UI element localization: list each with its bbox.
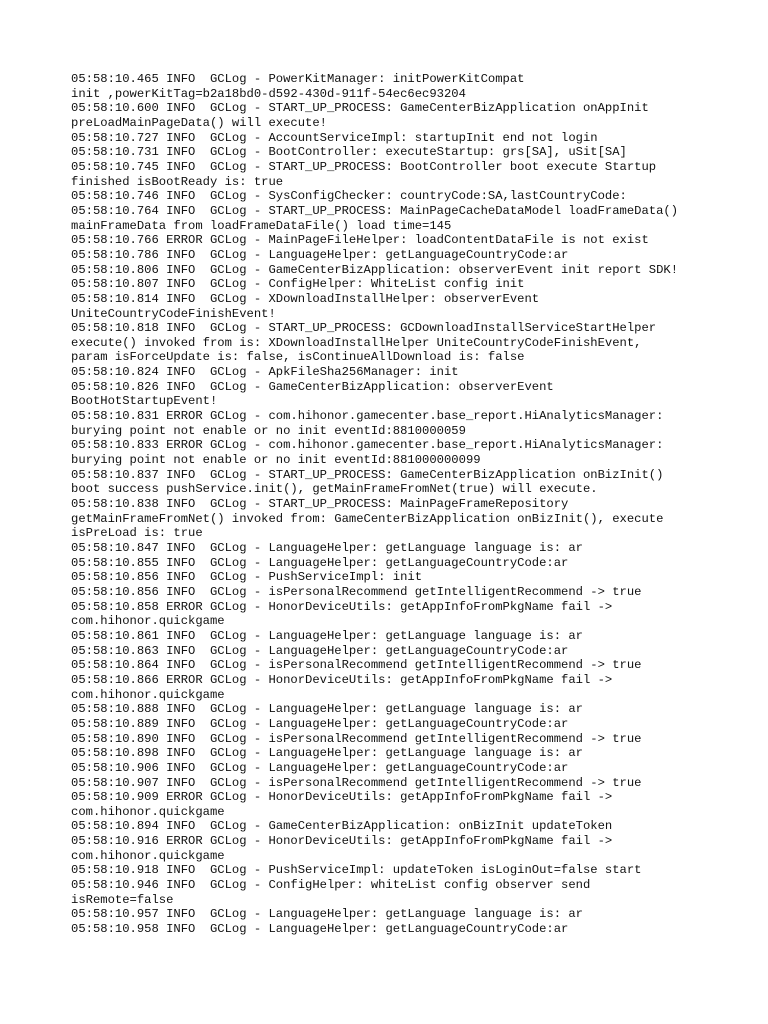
- log-line: 05:58:10.837 INFO GCLog - START_UP_PROCESS: GameCenterBizApplication onBizInit(): [71, 467, 664, 482]
- log-line: 05:58:10.957 INFO GCLog - LanguageHelper: getLanguage language is: ar: [71, 907, 583, 922]
- log-line: 05:58:10.888 INFO GCLog - LanguageHelper: getLanguage language is: ar: [71, 702, 583, 717]
- log-line: burying point not enable or no init eventId:8810000059: [71, 423, 466, 438]
- log-text-block: [71, 72, 711, 937]
- log-line: 05:58:10.958 INFO GCLog - LanguageHelper: getLanguageCountryCode:ar: [71, 922, 569, 937]
- log-line: 05:58:10.745 INFO GCLog - START_UP_PROCESS: BootController boot execute Startup: [71, 159, 657, 174]
- log-line: 05:58:10.826 INFO GCLog - GameCenterBizApplication: observerEvent: [71, 379, 554, 394]
- log-line: 05:58:10.858 ERROR GCLog - HonorDeviceUtils: getAppInfoFromPkgName fail ->: [71, 599, 613, 614]
- log-line: param isForceUpdate is: false, isContinueAllDownload is: false: [71, 350, 525, 365]
- log-line: 05:58:10.731 INFO GCLog - BootController: executeStartup: grs[SA], uSit[SA]: [71, 145, 627, 160]
- log-line: com.hihonor.quickgame: [71, 804, 225, 819]
- log-line: UniteCountryCodeFinishEvent!: [71, 306, 276, 321]
- log-line: 05:58:10.866 ERROR GCLog - HonorDeviceUtils: getAppInfoFromPkgName fail ->: [71, 672, 613, 687]
- log-line: 05:58:10.818 INFO GCLog - START_UP_PROCESS: GCDownloadInstallServiceStartHelper: [71, 321, 657, 336]
- log-line: 05:58:10.907 INFO GCLog - isPersonalRecommend getIntelligentRecommend -> true: [71, 775, 642, 790]
- log-line: 05:58:10.727 INFO GCLog - AccountServiceImpl: startupInit end not login: [71, 130, 598, 145]
- log-line: 05:58:10.855 INFO GCLog - LanguageHelper: getLanguageCountryCode:ar: [71, 555, 569, 570]
- log-line: 05:58:10.814 INFO GCLog - XDownloadInstallHelper: observerEvent: [71, 291, 540, 306]
- log-line: 05:58:10.916 ERROR GCLog - HonorDeviceUtils: getAppInfoFromPkgName fail ->: [71, 834, 613, 849]
- log-line: preLoadMainPageData() will execute!: [71, 115, 327, 130]
- log-line: 05:58:10.863 INFO GCLog - LanguageHelper: getLanguageCountryCode:ar: [71, 643, 569, 658]
- log-line: burying point not enable or no init eventId:881000000099: [71, 453, 481, 468]
- log-line: 05:58:10.906 INFO GCLog - LanguageHelper: getLanguageCountryCode:ar: [71, 760, 569, 775]
- log-line: 05:58:10.864 INFO GCLog - isPersonalRecommend getIntelligentRecommend -> true: [71, 658, 642, 673]
- log-line: 05:58:10.847 INFO GCLog - LanguageHelper: getLanguage language is: ar: [71, 541, 583, 555]
- log-line: 05:58:10.806 INFO GCLog - GameCenterBizApplication: observerEvent init report SDK!: [71, 262, 679, 277]
- log-line: BootHotStartupEvent!: [71, 394, 218, 409]
- log-line: 05:58:10.465 INFO GCLog - PowerKitManager: initPowerKitCompat: [71, 72, 525, 86]
- log-line: 05:58:10.766 ERROR GCLog - MainPageFileHelper: loadContentDataFile is not exist: [71, 233, 649, 248]
- log-line: 05:58:10.824 INFO GCLog - ApkFileSha256Manager: init: [71, 365, 459, 380]
- log-line: getMainFrameFromNet() invoked from: GameCenterBizApplication onBizInit(), execute: [71, 511, 664, 526]
- log-line: com.hihonor.quickgame: [71, 687, 225, 702]
- log-line: com.hihonor.quickgame: [71, 614, 225, 629]
- log-line: init ,powerKitTag=b2a18bd0-d592-430d-911f-54ec6ec93204: [71, 86, 466, 101]
- log-line: 05:58:10.764 INFO GCLog - START_UP_PROCESS: MainPageCacheDataModel loadFrameData(): [71, 203, 679, 218]
- log-line: 05:58:10.918 INFO GCLog - PushServiceImpl: updateToken isLoginOut=false start: [71, 863, 642, 878]
- log-line: 05:58:10.946 INFO GCLog - ConfigHelper: whiteList config observer send: [71, 878, 591, 893]
- log-line: 05:58:10.889 INFO GCLog - LanguageHelper: getLanguageCountryCode:ar: [71, 716, 569, 731]
- log-line: 05:58:10.856 INFO GCLog - isPersonalRecommend getIntelligentRecommend -> true: [71, 584, 642, 599]
- log-line: 05:58:10.909 ERROR GCLog - HonorDeviceUtils: getAppInfoFromPkgName fail ->: [71, 790, 613, 805]
- log-line: isRemote=false: [71, 892, 174, 907]
- log-line: boot success pushService.init(), getMainFrameFromNet(true) will execute.: [71, 482, 598, 497]
- log-line: com.hihonor.quickgame: [71, 848, 225, 863]
- log-line: mainFrameData from loadFrameDataFile() load time=145: [71, 218, 452, 233]
- log-line: 05:58:10.807 INFO GCLog - ConfigHelper: WhiteList config init: [71, 277, 525, 292]
- log-line: 05:58:10.746 INFO GCLog - SysConfigChecker: countryCode:SA,lastCountryCode:: [71, 189, 627, 204]
- log-line: 05:58:10.898 INFO GCLog - LanguageHelper: getLanguage language is: ar: [71, 746, 583, 761]
- log-line: 05:58:10.600 INFO GCLog - START_UP_PROCESS: GameCenterBizApplication onAppInit: [71, 101, 649, 116]
- log-line: finished isBootReady is: true: [71, 174, 284, 189]
- log-line: execute() invoked from is: XDownloadInstallHelper UniteCountryCodeFinishEvent,: [71, 335, 642, 350]
- log-line: 05:58:10.861 INFO GCLog - LanguageHelper: getLanguage language is: ar: [71, 628, 583, 643]
- log-line: 05:58:10.786 INFO GCLog - LanguageHelper: getLanguageCountryCode:ar: [71, 247, 569, 262]
- log-line: isPreLoad is: true: [71, 526, 203, 541]
- log-line: 05:58:10.833 ERROR GCLog - com.hihonor.gamecenter.base_report.HiAnalyticsManager:: [71, 438, 664, 453]
- log-line: 05:58:10.894 INFO GCLog - GameCenterBizApplication: onBizInit updateToken: [71, 819, 613, 834]
- log-line: 05:58:10.831 ERROR GCLog - com.hihonor.gamecenter.base_report.HiAnalyticsManager:: [71, 409, 664, 424]
- log-line: 05:58:10.890 INFO GCLog - isPersonalRecommend getIntelligentRecommend -> true: [71, 731, 642, 746]
- log-line: 05:58:10.856 INFO GCLog - PushServiceImpl: init: [71, 570, 423, 585]
- log-line: 05:58:10.838 INFO GCLog - START_UP_PROCESS: MainPageFrameRepository: [71, 497, 569, 512]
